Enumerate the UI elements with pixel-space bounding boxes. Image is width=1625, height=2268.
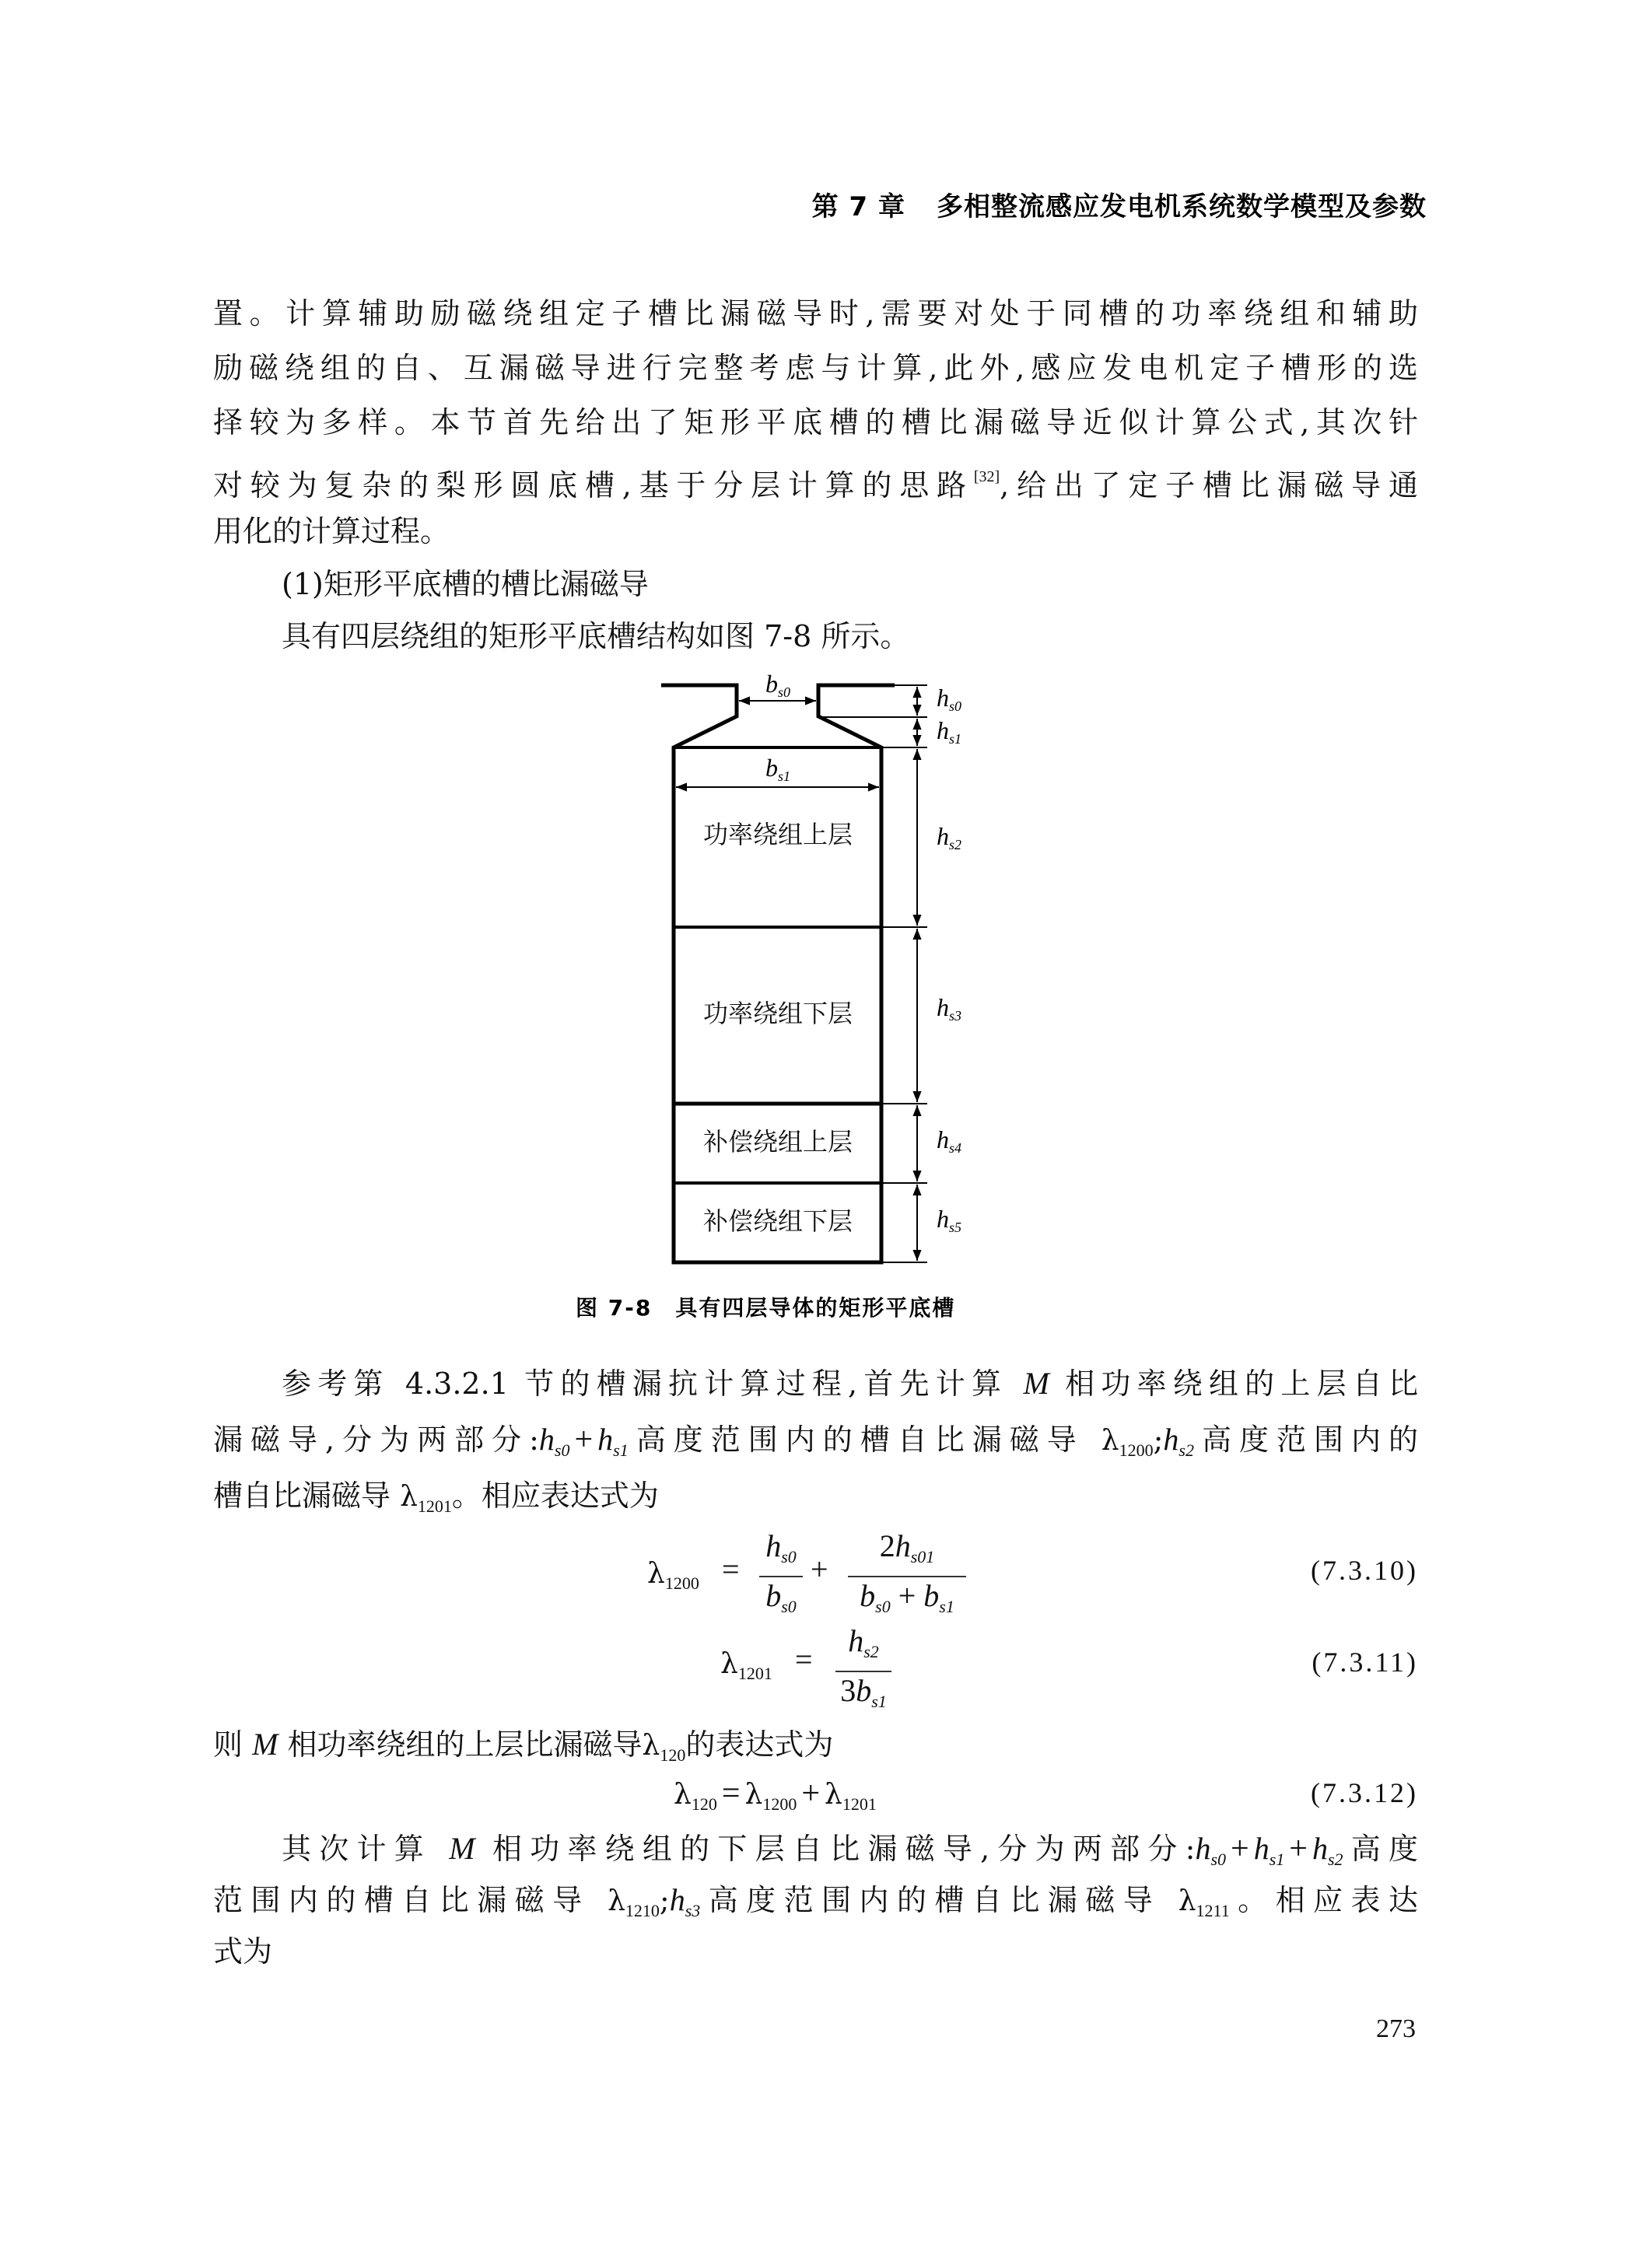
eq-equals: = <box>722 1552 740 1587</box>
text: 则 <box>213 1727 253 1762</box>
math-op: + <box>1231 1831 1249 1867</box>
paragraph-line <box>213 1725 1418 1775</box>
subscript: 1201 <box>737 1664 772 1683</box>
lambda: λ <box>744 1779 763 1811</box>
equation-number: (7.3.11) <box>1312 1647 1418 1678</box>
paragraph-line <box>282 1364 1418 1403</box>
math-var: λ <box>1101 1425 1119 1457</box>
var: b <box>923 1578 940 1613</box>
op: + <box>801 1776 821 1811</box>
subscript: s0 <box>554 1440 570 1460</box>
text: 相功率绕组的上层自比 <box>1049 1367 1418 1401</box>
fraction <box>835 1624 891 1719</box>
subscript: s2 <box>1178 1440 1194 1460</box>
label-hs3: hs3 <box>937 993 962 1024</box>
var: h <box>848 1623 864 1658</box>
subscript: s1 <box>939 1597 954 1616</box>
math-var: λ <box>642 1730 660 1762</box>
text: 。相应表达 <box>1229 1883 1418 1917</box>
subscript: s2 <box>1327 1850 1343 1869</box>
layer-label: 功率绕组上层 <box>702 820 853 849</box>
citation-ref[interactable]: [32] <box>973 468 1000 485</box>
math-var: h <box>1195 1831 1211 1866</box>
text: 高度范围内的 <box>1193 1423 1418 1457</box>
label-hs4: hs4 <box>937 1125 962 1156</box>
subscript: 120 <box>660 1745 686 1765</box>
subscript: s1 <box>1269 1850 1285 1869</box>
lambda: λ <box>720 1648 738 1680</box>
eq-body <box>674 1775 877 1815</box>
math-var: h <box>1312 1831 1328 1866</box>
subscript: 1201 <box>842 1794 877 1814</box>
label-hs1: hs1 <box>937 716 962 747</box>
text: 范围内的槽自比漏磁导 <box>213 1883 608 1917</box>
chapter-number: 第 7 章 <box>811 191 905 222</box>
denominator <box>835 1674 891 1719</box>
paragraph-line <box>213 1420 1418 1470</box>
eq-lhs <box>647 1554 699 1594</box>
subscript: s0 <box>781 1597 797 1616</box>
lambda: λ <box>647 1558 665 1590</box>
layer-label: 功率绕组下层 <box>702 999 853 1028</box>
subscript: 1201 <box>417 1496 452 1516</box>
numerator <box>848 1529 966 1574</box>
text: 相功率绕组的上层比漏磁导 <box>278 1727 643 1762</box>
math-var: h <box>1163 1422 1179 1457</box>
denominator <box>848 1579 966 1624</box>
text: 的表达式为 <box>685 1727 834 1762</box>
eq-lhs <box>720 1644 772 1684</box>
layer-label: 补偿绕组上层 <box>702 1127 853 1157</box>
page-number: 273 <box>1376 2014 1416 2043</box>
text: 高度范围内的槽自比漏磁导 <box>700 1883 1178 1917</box>
paragraph-line: 式为 <box>213 1934 273 1969</box>
math-var: λ <box>400 1481 418 1513</box>
text: 高度范围内的槽自比漏磁导 <box>628 1423 1101 1457</box>
text: 高度 <box>1343 1832 1418 1866</box>
label-hs5: hs5 <box>937 1205 962 1235</box>
subscript: 120 <box>691 1794 717 1814</box>
var: b <box>856 1673 872 1708</box>
fraction <box>759 1529 803 1624</box>
text: 。相应表达式为 <box>451 1479 659 1513</box>
coef: 2 <box>879 1528 895 1563</box>
subscript: 1200 <box>762 1794 797 1814</box>
paragraph-line: 置。计算辅助励磁绕组定子槽比漏磁导时,需要对处于同槽的功率绕组和辅助 <box>213 296 1418 331</box>
text: 其次计算 <box>282 1832 450 1866</box>
layer-label: 补偿绕组下层 <box>702 1206 853 1236</box>
op: + <box>898 1578 916 1613</box>
paragraph-line: 励磁绕组的自、互漏磁导进行完整考虑与计算,此外,感应发电机定子槽形的选 <box>213 351 1418 385</box>
math-var: h <box>538 1422 555 1457</box>
label-hs0: hs0 <box>937 684 962 714</box>
math-var: M <box>1023 1366 1049 1401</box>
var: h <box>765 1528 782 1563</box>
text: ; <box>1153 1423 1164 1457</box>
coef: 3 <box>840 1673 856 1708</box>
text: 槽自比漏磁导 <box>213 1479 401 1513</box>
fraction-bar <box>759 1576 803 1577</box>
numerator <box>835 1624 891 1669</box>
subscript: s3 <box>685 1901 701 1920</box>
figure-caption: 图 7-8 具有四层导体的矩形平底槽 <box>576 1295 956 1321</box>
paragraph-line <box>213 1881 1418 1930</box>
numerator <box>759 1529 803 1574</box>
math-var: M <box>449 1831 475 1866</box>
label-bs0: bs0 <box>765 670 791 700</box>
label-hs2: hs2 <box>937 822 962 852</box>
text: ; <box>659 1883 670 1917</box>
subscript: s0 <box>781 1547 797 1566</box>
subscript: s01 <box>910 1547 935 1566</box>
subscript: 1211 <box>1196 1901 1230 1920</box>
subscript: 1200 <box>664 1573 699 1593</box>
denominator <box>759 1579 803 1624</box>
equation-number: (7.3.10) <box>1311 1555 1418 1586</box>
paragraph-line <box>282 1829 1418 1879</box>
var: b <box>860 1578 876 1613</box>
subscript: s0 <box>875 1597 891 1616</box>
fraction <box>848 1529 966 1624</box>
math-var: h <box>597 1422 614 1457</box>
eq-plus: + <box>811 1552 828 1587</box>
text: ,给出了定子槽比漏磁导通 <box>1000 468 1418 502</box>
subscript: s0 <box>1210 1850 1226 1869</box>
paragraph-line <box>213 1476 1418 1526</box>
subscript: 1200 <box>1119 1440 1154 1460</box>
lambda: λ <box>825 1779 842 1811</box>
text: 漏磁导,分为两部分: <box>213 1423 539 1457</box>
math-var: λ <box>608 1885 625 1917</box>
text: 对较为复杂的梨形圆底槽,基于分层计算的思路 <box>213 468 974 502</box>
math-op: + <box>1289 1831 1308 1867</box>
lambda: λ <box>674 1779 692 1811</box>
section-heading: (1)矩形平底槽的槽比漏磁导 <box>282 567 649 601</box>
label-bs1: bs1 <box>765 754 791 784</box>
op: = <box>721 1776 741 1811</box>
subscript: s2 <box>863 1642 879 1661</box>
subscript: s1 <box>871 1692 887 1711</box>
text: 相功率绕组的下层自比漏磁导,分为两部分: <box>475 1832 1196 1866</box>
equation-number: (7.3.12) <box>1311 1777 1418 1808</box>
subscript: s1 <box>613 1440 629 1460</box>
math-var: h <box>1253 1831 1270 1866</box>
fraction-bar <box>835 1671 891 1672</box>
var: b <box>765 1578 782 1613</box>
text: 参考第 4.3.2.1 节的槽漏抗计算过程,首先计算 <box>282 1367 1024 1401</box>
chapter-title: 多相整流感应发电机系统数学模型及参数 <box>937 191 1427 222</box>
paragraph-line: 择较为多样。本节首先给出了矩形平底槽的槽比漏磁导近似计算公式,其次针 <box>213 405 1418 439</box>
math-var: h <box>669 1882 685 1917</box>
math-op: + <box>574 1422 594 1458</box>
subscript: 1210 <box>625 1901 660 1920</box>
eq-equals: = <box>795 1642 813 1677</box>
paragraph-line: 用化的计算过程。 <box>213 514 450 548</box>
figure-intro: 具有四层绕组的矩形平底槽结构如图 7-8 所示。 <box>282 619 910 653</box>
math-var: M <box>252 1727 278 1762</box>
var: h <box>895 1528 911 1563</box>
fraction-bar <box>848 1576 966 1577</box>
math-var: λ <box>1178 1885 1196 1917</box>
